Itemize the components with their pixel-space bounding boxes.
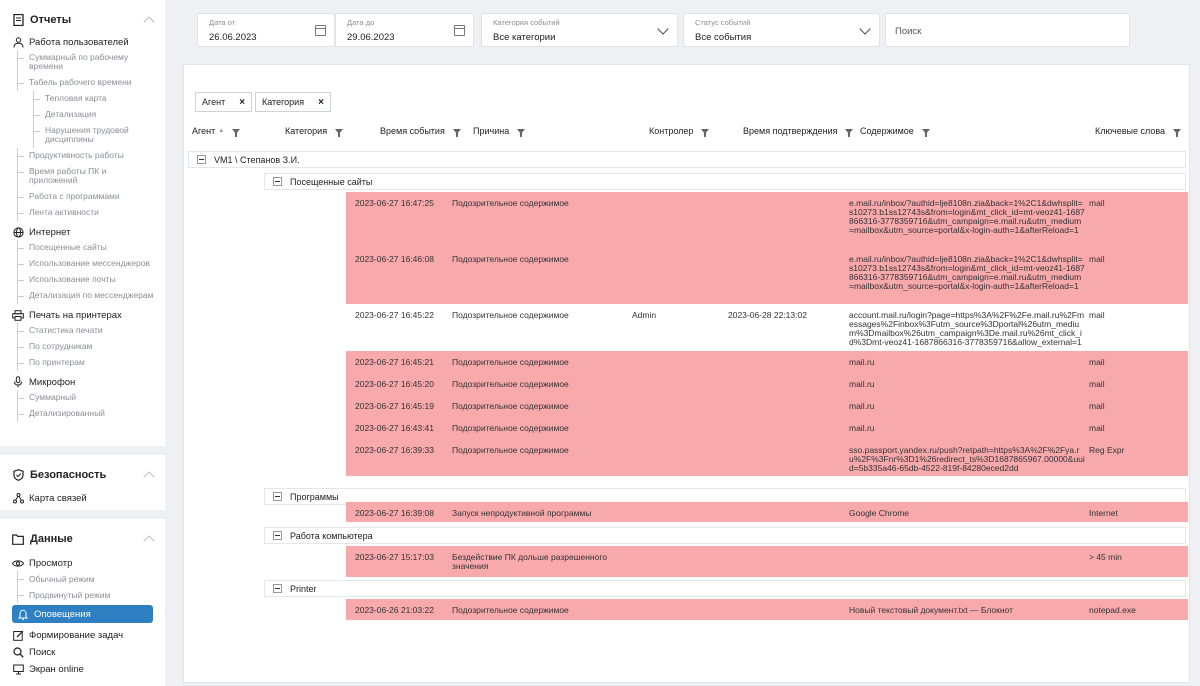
tree-line [17, 83, 24, 84]
cell-keywords: mail [1089, 357, 1105, 367]
category-group-label: Printer [290, 583, 317, 594]
cell-reason: Подозрительное содержимое [452, 605, 569, 615]
filter-icon[interactable] [232, 129, 240, 134]
category-select-value: Все категории [493, 32, 556, 43]
sidebar-group-microphone[interactable] [0, 374, 165, 390]
sidebar-item-label: Формирование задач [29, 629, 124, 641]
chip-label: Агент [202, 97, 226, 107]
cell-event-time: 2023-06-27 16:45:19 [355, 401, 434, 411]
sidebar-subitem[interactable] [0, 148, 165, 164]
cell-keywords: > 45 min [1089, 552, 1122, 562]
sidebar-subitem[interactable] [0, 189, 165, 205]
chevron-down-icon [657, 23, 668, 34]
category-group-row[interactable] [264, 173, 1186, 190]
sidebar-subitem-label: Лента активности [29, 207, 99, 217]
cell-reason: Подозрительное содержимое [452, 401, 569, 411]
sidebar-item-tasks[interactable] [0, 627, 165, 643]
cell-content: mail.ru [849, 423, 875, 433]
tree-line [17, 58, 24, 59]
collapse-chevron-icon[interactable] [143, 471, 154, 482]
column-header-label: Время события [380, 126, 445, 136]
filter-icon[interactable] [517, 129, 525, 134]
sidebar-subitem-label: Суммарный по рабочему времени [29, 52, 129, 71]
column-header-label: Агент [192, 126, 216, 136]
filter-icon[interactable] [922, 129, 930, 134]
tree-line [17, 331, 24, 332]
sidebar-subitem-label: По принтерам [29, 357, 85, 367]
sidebar-subitem-label: Детализация [45, 109, 97, 119]
user-icon [12, 36, 24, 48]
sidebar-group-globe[interactable] [0, 224, 165, 240]
cell-reason: Запуск непродуктивной программы [452, 508, 592, 518]
sidebar-subitem[interactable] [0, 107, 165, 123]
alert-row-flagged[interactable] [346, 439, 1188, 476]
filter-icon[interactable] [1173, 129, 1181, 134]
category-group-row[interactable] [264, 580, 1186, 597]
filter-icon[interactable] [335, 129, 343, 134]
tree-line [17, 172, 24, 173]
cell-content: sso.passport.yandex.ru/push?retpath=https%3A%2F%2Fya.ru%2F%3Fnr%3D1%26redirect_ts%3D1687865967.00000&uuid=5b335a46-65db-4522-819f-84280eced2dd [849, 445, 1085, 473]
sidebar-subitem[interactable] [0, 205, 165, 221]
reports-title: Отчеты [30, 14, 72, 26]
cell-event-time: 2023-06-27 16:45:21 [355, 357, 434, 367]
cell-controller: Admin [632, 310, 657, 320]
group-chip-category[interactable] [255, 92, 331, 112]
sidebar-item-view[interactable] [0, 555, 165, 571]
security-header[interactable] [0, 465, 165, 485]
cell-reason: Подозрительное содержимое [452, 198, 569, 208]
cell-reason: Подозрительное содержимое [452, 310, 569, 320]
cell-confirm-time: 2023-06-28 22:13:02 [728, 310, 807, 320]
column-header-keywords[interactable] [1095, 126, 1181, 136]
collapse-chevron-icon[interactable] [143, 535, 154, 546]
sidebar-subitem[interactable] [0, 91, 165, 107]
sidebar-subitem[interactable] [0, 390, 165, 406]
sidebar-subitem-label: Табель рабочего времени [29, 77, 132, 87]
category-select[interactable] [481, 13, 678, 47]
sidebar-subitem[interactable] [0, 355, 165, 371]
category-group-label: Работа компьютера [290, 530, 373, 541]
cell-event-time: 2023-06-27 16:39:33 [355, 445, 434, 455]
cell-content: mail.ru [849, 357, 875, 367]
alert-row-flagged[interactable] [346, 351, 1188, 373]
sidebar-subitem[interactable] [0, 75, 165, 91]
cell-content: Google Chrome [849, 508, 910, 518]
cell-keywords: notepad.exe [1089, 605, 1136, 615]
status-select[interactable] [683, 13, 880, 47]
category-select-label: Категория событий [493, 18, 560, 27]
globe-icon [12, 226, 24, 238]
date-to-value: 29.06.2023 [347, 32, 395, 43]
alert-row[interactable] [346, 304, 1188, 351]
sidebar-subitem-label: Использование почты [29, 274, 116, 284]
collapse-toggle-icon[interactable] [197, 155, 206, 164]
reports-groups [0, 34, 165, 422]
reports-header[interactable] [0, 10, 165, 30]
column-header-agent[interactable] [192, 126, 240, 136]
sidebar-subitem-label: Суммарный [29, 392, 76, 402]
sidebar-group-label: Микрофон [29, 376, 76, 388]
sidebar-subitem[interactable] [0, 339, 165, 355]
cell-keywords: mail [1089, 254, 1105, 264]
status-select-value: Все события [695, 32, 752, 43]
alert-row-flagged[interactable] [346, 395, 1188, 417]
sidebar-group-label: Работа пользователей [29, 36, 129, 48]
column-header-confirm-time[interactable] [743, 126, 853, 136]
category-group-label: Программы [290, 491, 339, 502]
tree-line [17, 280, 24, 281]
alert-row-flagged[interactable] [346, 248, 1188, 304]
report-icon [12, 14, 24, 26]
tree-line [33, 115, 40, 116]
column-header-label: Причина [473, 126, 510, 136]
folder-icon [12, 533, 24, 545]
alert-row-flagged[interactable] [346, 192, 1188, 248]
column-header-content[interactable] [860, 126, 930, 136]
sidebar-group-label: Печать на принтерах [29, 309, 122, 321]
date-from-field[interactable] [197, 13, 335, 47]
filter-icon[interactable] [701, 129, 709, 134]
shield-icon [12, 469, 24, 481]
sidebar-subitem-label: По сотрудникам [29, 341, 93, 351]
tree-line [17, 264, 24, 265]
security-title: Безопасность [30, 469, 107, 481]
collapse-toggle-icon[interactable] [273, 177, 282, 186]
cell-event-time: 2023-06-27 15:17:03 [355, 552, 434, 562]
calendar-icon[interactable] [454, 25, 465, 36]
sidebar-subitem[interactable] [0, 272, 165, 288]
tree-line [17, 347, 24, 348]
security-panel [0, 455, 165, 510]
cell-keywords: mail [1089, 423, 1105, 433]
sidebar-item-search[interactable] [0, 644, 165, 660]
cell-reason: Подозрительное содержимое [452, 254, 569, 264]
cell-content: Новый текстовый документ.txt — Блокнот [849, 605, 1013, 615]
sidebar-item-advanced-mode[interactable] [0, 587, 165, 603]
column-header-reason[interactable] [473, 126, 525, 136]
close-icon[interactable]: × [318, 96, 324, 108]
cell-event-time: 2023-06-27 16:45:22 [355, 310, 434, 320]
category-group-row[interactable] [264, 527, 1186, 544]
sidebar-item-label: Поиск [29, 646, 56, 658]
agent-group-row[interactable] [188, 151, 1186, 168]
search-placeholder: Поиск [895, 26, 922, 37]
sidebar-item-link-map[interactable] [0, 490, 165, 506]
cell-keywords: Internet [1089, 508, 1118, 518]
sidebar-subitem-label: Использование мессенджеров [29, 258, 150, 268]
cell-keywords: mail [1089, 379, 1105, 389]
alert-row-flagged[interactable] [346, 502, 1188, 522]
bell-icon [18, 609, 28, 620]
column-header-label: Контролер [649, 126, 694, 136]
cell-event-time: 2023-06-27 16:45:20 [355, 379, 434, 389]
cell-reason: Подозрительное содержимое [452, 379, 569, 389]
data-header[interactable] [0, 529, 165, 549]
column-header-controller[interactable] [649, 126, 709, 136]
sidebar-subitem-label: Время работы ПК и приложений [29, 166, 107, 185]
cell-content: mail.ru [849, 379, 875, 389]
cell-reason: Подозрительное содержимое [452, 445, 569, 455]
tree-line [33, 131, 40, 132]
cell-reason: Подозрительное содержимое [452, 357, 569, 367]
cell-keywords: mail [1089, 401, 1105, 411]
tree-line [17, 414, 24, 415]
cell-content: e.mail.ru/inbox/?authid=lje8108n.zia&back=1%2C1&dwhsplit=s10273.b1ss12743s&from=login&mt_click_id=mt-veoz41-1687866316-3778359716&utm_campaign=e.mail.ru&utm_medium=mailbox&utm_source=portal&x-login-auth=1&afterReload=1 [849, 254, 1085, 291]
filter-icon[interactable] [453, 129, 461, 134]
network-icon [12, 492, 24, 504]
calendar-icon[interactable] [315, 25, 326, 36]
cell-content: e.mail.ru/inbox/?authid=lje8108n.zia&back=1%2C1&dwhsplit=s10273.b1ss12743s&from=login&mt_click_id=mt-veoz41-1687866316-3778359716&utm_campaign=e.mail.ru&utm_medium=mailbox&utm_source=portal&x-login-auth=1&afterReload=1 [849, 198, 1085, 235]
sidebar-item-label: Экран online [29, 663, 84, 675]
cell-keywords: mail [1089, 310, 1105, 320]
tree-line [17, 156, 24, 157]
sidebar-group-user[interactable] [0, 34, 165, 50]
sidebar-subitem[interactable] [0, 323, 165, 339]
search-icon [12, 646, 24, 658]
collapse-toggle-icon[interactable] [273, 492, 282, 501]
sidebar-subitem-label: Тепловая карта [45, 93, 107, 103]
close-icon[interactable]: × [239, 96, 246, 108]
alert-row-flagged[interactable] [346, 546, 1188, 577]
chip-label: Категория [262, 97, 305, 107]
date-from-value: 26.06.2023 [209, 32, 257, 43]
sidebar-group-label: Интернет [29, 226, 71, 238]
alerts-table-panel [183, 64, 1190, 683]
group-chip-agent[interactable] [195, 92, 252, 112]
sidebar-subitem[interactable] [0, 164, 165, 189]
sidebar-item-normal-mode[interactable] [0, 571, 165, 587]
cell-reason: Подозрительное содержимое [452, 423, 569, 433]
data-panel [0, 519, 165, 686]
sidebar-subitem[interactable] [0, 123, 165, 148]
filter-icon[interactable] [845, 129, 853, 134]
column-header-event-time[interactable] [380, 126, 461, 136]
column-header-label: Содержимое [860, 126, 914, 136]
collapse-toggle-icon[interactable] [273, 531, 282, 540]
category-group-label: Посещенные сайты [290, 176, 373, 187]
sidebar-subitem[interactable] [0, 50, 165, 75]
sidebar-subitem[interactable] [0, 240, 165, 256]
sidebar-subitem-label: Работа с программами [29, 191, 120, 201]
sidebar-subitem[interactable] [0, 406, 165, 422]
date-from-label: Дата от [209, 18, 236, 27]
tree-line [17, 213, 24, 214]
sidebar-subitem[interactable] [0, 256, 165, 272]
cell-event-time: 2023-06-27 16:47:25 [355, 198, 434, 208]
search-input[interactable] [885, 13, 1130, 47]
cell-event-time: 2023-06-27 16:46:08 [355, 254, 434, 264]
chevron-down-icon [859, 23, 870, 34]
sidebar-item-label: Оповещения [34, 608, 91, 620]
data-title: Данные [30, 533, 73, 545]
column-header-label: Категория [285, 126, 328, 136]
tree-line [33, 99, 40, 100]
collapse-toggle-icon[interactable] [273, 584, 282, 593]
status-select-label: Статус событий [695, 18, 751, 27]
sidebar-item-label: Карта связей [29, 492, 87, 504]
monitor-icon [12, 663, 24, 675]
tree-line [17, 197, 24, 198]
cell-reason: Бездействие ПК дольше разрешенного значения [452, 552, 607, 571]
printer-icon [12, 309, 24, 321]
alert-row-flagged[interactable] [346, 599, 1188, 620]
sidebar-subitem-label: Посещенные сайты [29, 242, 107, 252]
sidebar-subitem-label: Детализация по мессенджерам [29, 290, 154, 300]
cell-keywords: mail [1089, 198, 1105, 208]
collapse-chevron-icon[interactable] [143, 16, 154, 27]
alert-row-flagged[interactable] [346, 417, 1188, 439]
column-header-label: Время подтверждения [743, 126, 838, 136]
date-to-field[interactable] [335, 13, 474, 47]
agent-group-label: VM1 \ Степанов З.И. [214, 154, 300, 165]
sidebar-subitem-label: Продуктивность работы [29, 150, 124, 160]
sidebar-item-label: Просмотр [29, 557, 73, 569]
date-to-label: Дата до [347, 18, 375, 27]
sort-asc-icon[interactable]: ▲ [218, 128, 225, 134]
sidebar-subitem-label: Нарушения трудовой дисциплины [45, 125, 129, 144]
cell-content: mail.ru [849, 401, 875, 411]
tree-line [17, 248, 24, 249]
microphone-icon [12, 376, 24, 388]
sidebar-subitem-label: Обычный режим [29, 574, 95, 584]
tree-line [17, 296, 24, 297]
sidebar-subitem-label: Продвинутый режим [29, 590, 111, 600]
edit-icon [12, 629, 24, 641]
cell-keywords: Reg Expr [1089, 445, 1125, 455]
tree-line [17, 363, 24, 364]
sidebar-group-printer[interactable] [0, 307, 165, 323]
cell-event-time: 2023-06-27 16:43:41 [355, 423, 434, 433]
sidebar-subitem[interactable] [0, 288, 165, 304]
eye-icon [12, 557, 24, 569]
cell-event-time: 2023-06-27 16:39:08 [355, 508, 434, 518]
sidebar-subitem-label: Статистика печати [29, 325, 103, 335]
cell-event-time: 2023-06-26 21:03:22 [355, 605, 434, 615]
sidebar-item-screen-online[interactable] [0, 661, 165, 677]
tree-line [17, 398, 24, 399]
sidebar-item-alerts[interactable] [12, 605, 153, 623]
reports-panel [0, 0, 165, 446]
column-header-label: Ключевые слова [1095, 126, 1166, 136]
column-header-category[interactable] [285, 126, 343, 136]
cell-content: account.mail.ru/login?page=https%3A%2F%2Fe.mail.ru%2Fmessages%2Finbox%3Futm_source%3Dportal%26utm_medium%3Dmailbox%26utm_campaign%3De.mail.ru%26mt_click_id%3Dmt-veoz41-1687866316-3778359716&allow_external=1 [849, 310, 1085, 347]
alert-row-flagged[interactable] [346, 373, 1188, 395]
sidebar-subitem-label: Детализированный [29, 408, 105, 418]
